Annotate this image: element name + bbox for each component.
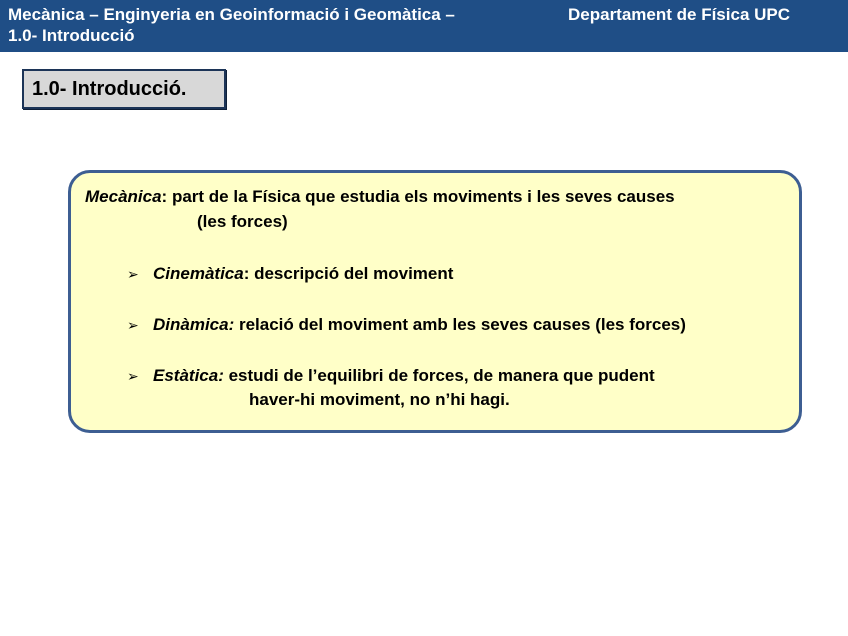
- item-term: Dinàmica:: [153, 315, 235, 334]
- definition-line-1: [85, 186, 675, 208]
- department-name: Departament de Física UPC: [568, 5, 791, 24]
- item-term: Estàtica:: [153, 366, 224, 385]
- arrowhead-bullet-icon: ➢: [127, 266, 139, 282]
- section-title: 1.0- Introducció: [8, 26, 135, 45]
- course-title: Mecànica – Enginyeria en Geoinformació i Geomàtica –: [8, 5, 455, 24]
- item-text: relació del moviment amb les seves causes (les forces): [234, 315, 686, 334]
- list-item: [127, 263, 453, 285]
- item-text: : descripció del moviment: [243, 264, 454, 283]
- header-bar: [0, 0, 848, 52]
- definition-term-suffix: :: [161, 187, 168, 206]
- item-text-continuation: haver-hi moviment, no n’hi hagi.: [249, 390, 510, 409]
- header-top-line: [8, 4, 848, 25]
- definition-text-1: part de la Física que estudia els moviments i les seves causes: [167, 187, 675, 206]
- arrowhead-bullet-icon: ➢: [127, 317, 139, 333]
- definition-line-2: (les forces): [197, 212, 288, 231]
- item-text: estudi de l’equilibri de forces, de manera que pudent: [223, 366, 655, 385]
- arrowhead-bullet-icon: ➢: [127, 368, 139, 384]
- item-term: Cinemàtica: [153, 264, 244, 283]
- list-item: [127, 314, 686, 336]
- content-box: [68, 170, 802, 433]
- list-item: [127, 365, 655, 387]
- definition-term: Mecànica: [85, 187, 162, 206]
- slide-heading: 1.0- Introducció.: [22, 69, 226, 109]
